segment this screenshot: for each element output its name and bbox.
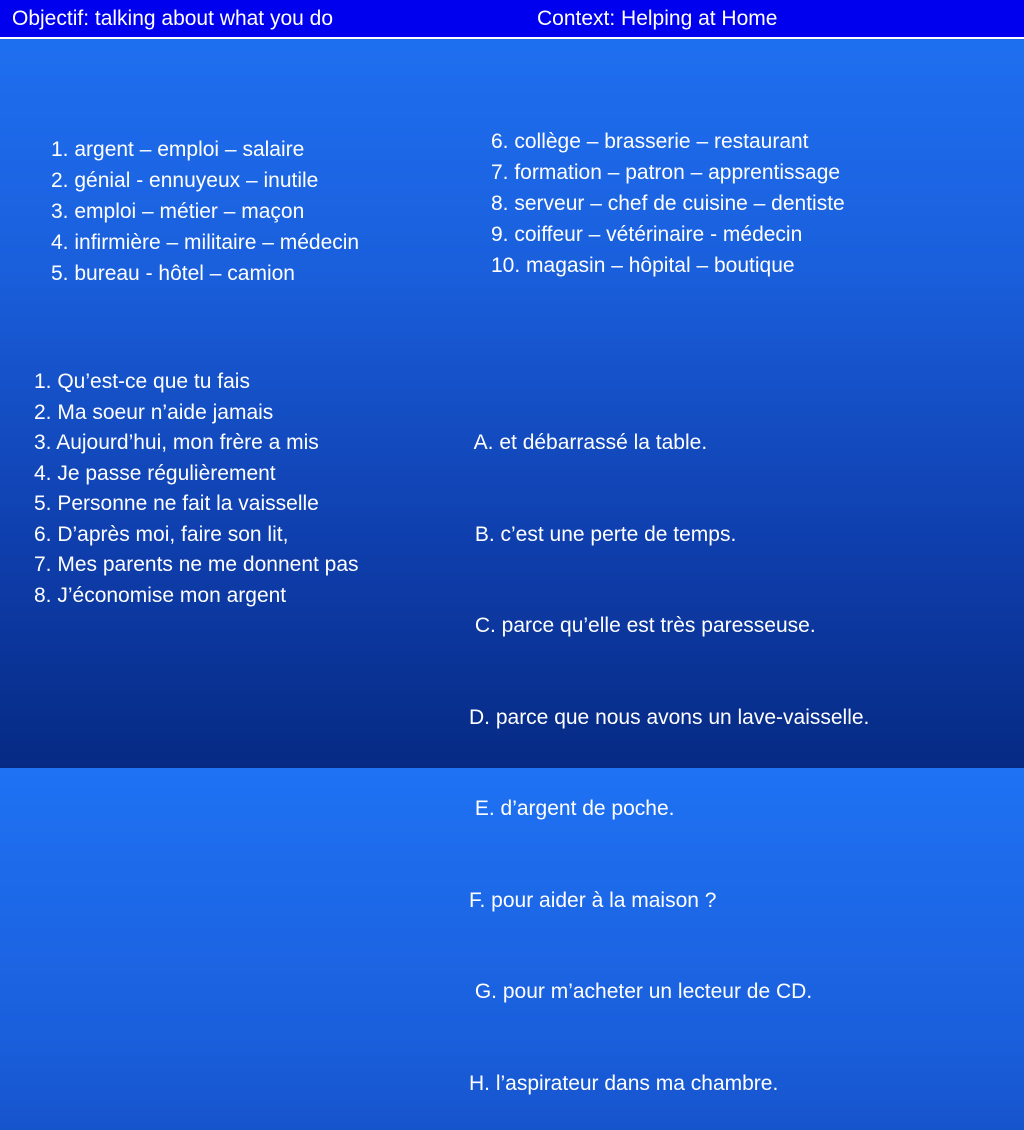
sentence-ending: A. et débarrassé la table. (469, 431, 708, 454)
context-title: Context: Helping at Home (537, 7, 778, 30)
vocab-item: 9. coiffeur – vétérinaire - médecin (491, 223, 803, 246)
sentence-ending: C. parce qu’elle est très paresseuse. (469, 614, 816, 637)
sentence-ending: E. d’argent de poche. (469, 797, 675, 820)
sentence-start: 8. J’économise mon argent (34, 583, 287, 607)
vocab-item: 3. emploi – métier – maçon (51, 200, 305, 223)
sentence-ending: B. c’est une perte de temps. (469, 522, 737, 546)
sentence-start: 4. Je passe régulièrement (34, 461, 276, 485)
vocab-list-left (51, 134, 359, 289)
vocab-list-right (491, 126, 845, 281)
vocab-item: 8. serveur – chef de cuisine – dentiste (491, 192, 845, 215)
sentence-start: 1. Qu’est-ce que tu fais (34, 370, 250, 393)
vocab-item: 6. collège – brasserie – restaurant (491, 130, 809, 153)
vocab-item: 2. génial - ennuyeux – inutile (51, 169, 319, 192)
objective-title: Objectif: talking about what you do (12, 7, 334, 30)
vocab-item: 1. argent – emploi – salaire (51, 138, 305, 161)
vocab-item: 7. formation – patron – apprentissage (491, 161, 841, 184)
sentence-start: 2. Ma soeur n’aide jamais (34, 400, 274, 424)
header-bar (0, 0, 1024, 39)
sentence-ending: H. l’aspirateur dans ma chambre. (469, 1071, 779, 1095)
vocab-item: 5. bureau - hôtel – camion (51, 262, 295, 285)
sentence-ending: D. parce que nous avons un lave-vaisselle. (469, 705, 870, 729)
sentence-ending: G. pour m’acheter un lecteur de CD. (469, 980, 813, 1003)
sentence-ending: F. pour aider à la maison ? (469, 888, 717, 912)
sentence-start: 6. D’après moi, faire son lit, (34, 522, 289, 546)
vocab-item: 10. magasin – hôpital – boutique (491, 254, 795, 277)
sentence-starts-list (34, 367, 359, 611)
sentence-endings-list (469, 367, 869, 1130)
sentence-start: 5. Personne ne fait la vaisselle (34, 492, 319, 515)
vocab-item: 4. infirmière – militaire – médecin (51, 231, 360, 254)
sentence-start: 3. Aujourd’hui, mon frère a mis (34, 431, 319, 454)
sentence-start: 7. Mes parents ne me donnent pas (34, 553, 359, 576)
